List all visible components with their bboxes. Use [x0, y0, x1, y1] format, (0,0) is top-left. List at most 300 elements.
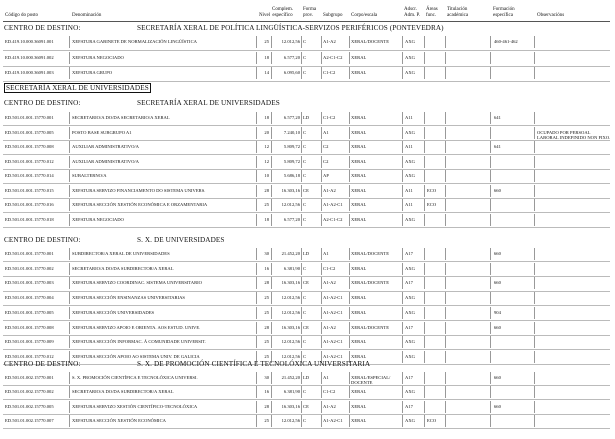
- column-separator: [490, 277, 491, 289]
- column-separator: [402, 170, 403, 182]
- column-separator: [490, 52, 491, 64]
- column-separator: [445, 36, 446, 48]
- column-separator: [424, 185, 425, 197]
- cell-subgrupo: A1-A2-C1: [323, 418, 343, 424]
- cell-subgrupo: C1-C2: [323, 70, 336, 76]
- cell-denominacion: XEFATURA SERVIZO COORDINAC. SISTEMA UNIVERSITARIO: [72, 280, 202, 286]
- column-separator: [424, 386, 425, 398]
- row-rule: [3, 276, 610, 277]
- column-separator: [321, 401, 322, 413]
- column-separator: [424, 199, 425, 211]
- cell-formacion: 641: [494, 144, 501, 149]
- column-separator: [402, 52, 403, 64]
- column-separator: [256, 156, 257, 168]
- cell-adscr: AXG: [405, 353, 415, 359]
- section-label: CENTRO DE DESTINO:: [4, 360, 81, 368]
- column-separator: [424, 351, 425, 363]
- column-separator: [445, 277, 446, 289]
- cell-complemento: 6.381,90: [283, 265, 300, 271]
- column-separator: [445, 141, 446, 153]
- cell-subgrupo: A1-A2: [323, 324, 336, 330]
- cell-areas: ECO: [427, 418, 437, 424]
- cell-forma: C: [303, 353, 307, 359]
- header-rule: [3, 21, 610, 22]
- cell-nivel: 16: [264, 265, 269, 271]
- header-complemento: Complem. específico: [272, 7, 293, 18]
- cell-adscr: A11: [405, 187, 413, 193]
- cell-forma: LD: [303, 115, 310, 120]
- column-separator: [69, 112, 70, 124]
- column-separator: [534, 322, 535, 334]
- cell-subgrupo: AP: [323, 173, 329, 178]
- column-separator: [424, 112, 425, 124]
- cell-formacion: 660: [494, 251, 501, 256]
- column-separator: [424, 52, 425, 64]
- cell-forma: C: [303, 265, 307, 271]
- column-separator: [534, 386, 535, 398]
- cell-corpo: XERAL: [351, 187, 367, 193]
- column-separator: [321, 322, 322, 334]
- column-separator: [69, 372, 70, 384]
- column-separator: [402, 67, 403, 79]
- column-separator: [301, 170, 302, 182]
- column-separator: [445, 52, 446, 64]
- column-separator: [445, 263, 446, 275]
- cell-subgrupo: A2-C1-C2: [323, 54, 343, 60]
- column-separator: [445, 67, 446, 79]
- column-separator: [424, 336, 425, 348]
- cell-subgrupo: C1-C2: [323, 115, 336, 120]
- cell-subgrupo: A1-A2-C1: [323, 202, 343, 207]
- cell-adscr: AXG: [405, 39, 415, 44]
- column-separator: [301, 322, 302, 334]
- column-separator: [69, 307, 70, 319]
- column-separator: [445, 214, 446, 226]
- cell-complemento: 12.012,56: [281, 353, 300, 359]
- table-row: [0, 142, 615, 154]
- cell-forma: C: [303, 173, 307, 178]
- column-separator: [321, 214, 322, 226]
- cell-areas: ECO: [427, 202, 437, 207]
- cell-adscr: A17: [405, 280, 413, 286]
- column-separator: [534, 112, 535, 124]
- column-separator: [256, 112, 257, 124]
- cell-formacion: 641: [494, 115, 501, 120]
- section-name: SECRETARÍA XERAL DE UNIVERSIDADES: [137, 99, 280, 107]
- column-separator: [256, 170, 257, 182]
- column-separator: [301, 307, 302, 319]
- header-corpo: Corpo/escala: [351, 13, 378, 18]
- column-separator: [490, 127, 491, 139]
- cell-corpo: XERAL: [351, 129, 367, 135]
- column-separator: [321, 336, 322, 348]
- column-separator: [301, 199, 302, 211]
- column-separator: [402, 199, 403, 211]
- column-separator: [424, 401, 425, 413]
- cell-complemento: 16.303,16: [281, 187, 300, 193]
- cell-forma: LD: [303, 375, 310, 380]
- cell-code: ED.501.01.001.15770.001: [5, 251, 54, 256]
- column-separator: [349, 415, 350, 427]
- column-separator: [301, 214, 302, 226]
- column-separator: [321, 386, 322, 398]
- column-separator: [349, 277, 350, 289]
- column-separator: [349, 336, 350, 348]
- header-forma: Forma prov.: [303, 7, 317, 18]
- column-separator: [349, 386, 350, 398]
- cell-complemento: 12.012,56: [281, 309, 300, 315]
- column-separator: [445, 386, 446, 398]
- header-formacion: Formación específica: [493, 7, 515, 18]
- cell-nivel: 18: [264, 216, 269, 222]
- cell-corpo: XERAL: [351, 295, 367, 301]
- column-separator: [256, 52, 257, 64]
- table-row: [0, 373, 615, 385]
- header-codigo: Código do posto: [5, 13, 39, 18]
- cell-denominacion: XEFATURA SECCIÓN XESTIÓN ECONÓMICA: [72, 418, 166, 424]
- cell-adscr: AXG: [405, 295, 415, 301]
- column-separator: [445, 351, 446, 363]
- cell-code: ED.419.10.000.36091.003: [5, 70, 54, 76]
- column-separator: [424, 263, 425, 275]
- column-separator: [402, 277, 403, 289]
- cell-forma: LD: [303, 251, 310, 256]
- cell-corpo: XERAL: [351, 216, 367, 222]
- column-separator: [402, 292, 403, 304]
- cell-corpo: XERAL: [351, 70, 367, 76]
- cell-subgrupo: A1-A2: [323, 280, 336, 286]
- cell-nivel: 28: [264, 403, 269, 409]
- cell-corpo: XERAL: [351, 309, 367, 315]
- cell-code: ED.501.01.001.15770.004: [5, 295, 54, 301]
- column-separator: [445, 170, 446, 182]
- cell-corpo: XERAL/ESPECIAL/ DOCENTE: [351, 375, 391, 386]
- column-separator: [402, 141, 403, 153]
- column-separator: [69, 52, 70, 64]
- cell-subgrupo: A1-A2: [323, 403, 336, 409]
- section-name: SECRETARÍA XERAL DE POLÍTICA LINGÜÍSTICA-SERVIZOS PERIFÉRICOS (PONTEVEDRA): [137, 24, 444, 32]
- cell-nivel: 10: [264, 173, 269, 178]
- column-separator: [301, 336, 302, 348]
- cell-subgrupo: A1-A2-C1: [323, 339, 343, 345]
- column-separator: [534, 214, 535, 226]
- cell-adscr: AXG: [405, 129, 415, 135]
- column-separator: [402, 36, 403, 48]
- cell-subgrupo: A1: [323, 375, 329, 380]
- cell-subgrupo: A1: [323, 129, 329, 135]
- cell-corpo: XERAL: [351, 173, 367, 178]
- column-separator: [321, 307, 322, 319]
- column-separator: [490, 248, 491, 260]
- column-separator: [534, 307, 535, 319]
- cell-forma: C: [303, 339, 307, 345]
- cell-complemento: 12.012,56: [281, 295, 300, 301]
- cell-corpo: XERAL: [351, 403, 367, 409]
- column-separator: [349, 52, 350, 64]
- table-row: [0, 337, 615, 349]
- cell-denominacion: SUBALTERNO/A: [72, 173, 107, 178]
- cell-nivel: 18: [264, 54, 269, 60]
- column-separator: [256, 386, 257, 398]
- column-separator: [424, 415, 425, 427]
- column-separator: [301, 277, 302, 289]
- row-rule: [3, 81, 610, 82]
- column-separator: [69, 263, 70, 275]
- cell-code: ED.501.01.001.15770.014: [5, 173, 54, 178]
- cell-complemento: 6.095,60: [283, 70, 300, 76]
- header-titulacion: Titulación académica: [447, 7, 469, 18]
- column-separator: [321, 263, 322, 275]
- column-separator: [301, 292, 302, 304]
- column-separator: [349, 307, 350, 319]
- row-rule: [3, 183, 610, 184]
- cell-forma: CE: [303, 187, 309, 193]
- column-separator: [534, 185, 535, 197]
- column-separator: [301, 263, 302, 275]
- column-separator: [256, 372, 257, 384]
- table-row: [0, 128, 615, 140]
- column-separator: [445, 292, 446, 304]
- column-separator: [490, 199, 491, 211]
- cell-code: ED.501.01.002.15770.007: [5, 418, 54, 424]
- table-row: [0, 171, 615, 183]
- cell-code: ED.501.01.001.15770.001: [5, 115, 54, 120]
- column-separator: [321, 170, 322, 182]
- cell-code: ED.419.10.000.36091.002: [5, 54, 54, 60]
- cell-adscr: A17: [405, 324, 413, 330]
- column-separator: [256, 292, 257, 304]
- header-areas: Áreas func.: [426, 7, 438, 18]
- header-nivel: Nivel: [259, 13, 271, 18]
- header-observacions: Observacións: [537, 13, 565, 18]
- cell-complemento: 16.303,16: [281, 324, 300, 330]
- cell-adscr: AXG: [405, 70, 415, 76]
- cell-nivel: 25: [264, 353, 269, 359]
- column-separator: [490, 401, 491, 413]
- column-separator: [349, 36, 350, 48]
- column-separator: [349, 112, 350, 124]
- column-separator: [256, 36, 257, 48]
- cell-corpo: XERAL: [351, 115, 367, 120]
- cell-forma: C: [303, 202, 307, 207]
- column-separator: [534, 277, 535, 289]
- cell-nivel: 25: [264, 39, 269, 44]
- cell-subgrupo: A1-A2-C1: [323, 309, 343, 315]
- column-separator: [402, 307, 403, 319]
- column-separator: [445, 372, 446, 384]
- section-label: CENTRO DE DESTINO:: [4, 99, 81, 107]
- column-separator: [490, 185, 491, 197]
- column-separator: [534, 263, 535, 275]
- column-separator: [424, 36, 425, 48]
- column-separator: [256, 277, 257, 289]
- table-row: [0, 416, 615, 428]
- cell-nivel: 14: [264, 70, 269, 76]
- column-separator: [402, 156, 403, 168]
- cell-code: ED.501.01.001.15770.008: [5, 324, 54, 330]
- cell-adscr: AXG: [405, 173, 415, 178]
- row-rule: [3, 385, 610, 386]
- cell-corpo: XERAL/DOCENTE: [351, 280, 390, 286]
- column-separator: [402, 185, 403, 197]
- cell-code: ED.501.01.002.15770.001: [5, 375, 54, 380]
- column-separator: [349, 372, 350, 384]
- cell-subgrupo: A1: [323, 251, 329, 256]
- cell-subgrupo: A1-A2-C1: [323, 353, 343, 359]
- cell-formacion: 660: [494, 187, 501, 193]
- column-separator: [349, 67, 350, 79]
- cell-complemento: 5.809,72: [283, 158, 300, 164]
- column-separator: [349, 248, 350, 260]
- cell-forma: CE: [303, 324, 309, 330]
- header-adscr: Adscr. Adm. P.: [404, 7, 420, 18]
- cell-formacion: 460-461-462: [494, 39, 518, 44]
- column-separator: [69, 386, 70, 398]
- column-separator: [445, 322, 446, 334]
- cell-code: ED.501.01.001.15770.008: [5, 144, 54, 149]
- column-separator: [424, 248, 425, 260]
- column-separator: [301, 401, 302, 413]
- cell-denominacion: XEFATURA GABINETE DE NORMALIZACIÓN LINGÜÍSTICA: [72, 39, 197, 44]
- column-separator: [445, 401, 446, 413]
- column-separator: [349, 401, 350, 413]
- cell-denominacion: SECRETARIO/A DO/DA SUBDIRECTOR/A XERAL: [72, 265, 174, 271]
- column-separator: [69, 141, 70, 153]
- cell-forma: C: [303, 54, 307, 60]
- cell-denominacion: AUXILIAR ADMINISTRATIVO/A: [72, 158, 139, 164]
- column-separator: [490, 141, 491, 153]
- column-separator: [256, 307, 257, 319]
- cell-complemento: 6.577,20: [283, 115, 300, 120]
- cell-nivel: 18: [264, 115, 269, 120]
- cell-corpo: XERAL/DOCENTE: [351, 251, 390, 256]
- cell-nivel: 12: [264, 158, 269, 164]
- column-separator: [402, 322, 403, 334]
- cell-nivel: 16: [264, 389, 269, 395]
- column-separator: [321, 141, 322, 153]
- column-separator: [69, 185, 70, 197]
- cell-complemento: 5.809,72: [283, 144, 300, 149]
- column-separator: [301, 248, 302, 260]
- column-separator: [256, 263, 257, 275]
- column-separator: [534, 415, 535, 427]
- row-rule: [3, 335, 610, 336]
- column-separator: [256, 415, 257, 427]
- column-separator: [534, 292, 535, 304]
- cell-code: ED.501.01.002.15770.005: [5, 403, 54, 409]
- table-row: [0, 215, 615, 227]
- column-separator: [301, 52, 302, 64]
- cell-code: ED.501.01.001.15770.012: [5, 158, 54, 164]
- cell-denominacion: XEFATURA SERVIZO APOIO E ORIENTA. AOS ESTUD. UNIVE.: [72, 324, 201, 330]
- cell-formacion: 660: [494, 280, 501, 286]
- column-separator: [349, 292, 350, 304]
- table-row: [0, 186, 615, 198]
- table-row: [0, 157, 615, 169]
- column-separator: [321, 112, 322, 124]
- column-separator: [301, 36, 302, 48]
- row-rule: [3, 291, 610, 292]
- cell-adscr: A11: [405, 144, 413, 149]
- column-separator: [424, 277, 425, 289]
- column-separator: [534, 336, 535, 348]
- column-separator: [69, 127, 70, 139]
- cell-denominacion: XEFATURA GRUPO: [72, 70, 113, 76]
- cell-subgrupo: C2: [323, 158, 329, 164]
- column-separator: [534, 401, 535, 413]
- cell-nivel: 28: [264, 280, 269, 286]
- row-rule: [3, 349, 610, 350]
- column-separator: [256, 336, 257, 348]
- cell-nivel: 28: [264, 187, 269, 193]
- column-separator: [301, 112, 302, 124]
- column-separator: [69, 415, 70, 427]
- cell-complemento: 12.012,56: [281, 202, 300, 207]
- row-rule: [3, 154, 610, 155]
- cell-adscr: AXG: [405, 309, 415, 315]
- cell-subgrupo: C2: [323, 144, 329, 149]
- table-row: [0, 323, 615, 335]
- column-separator: [402, 351, 403, 363]
- column-separator: [424, 141, 425, 153]
- cell-nivel: 25: [264, 309, 269, 315]
- column-separator: [534, 156, 535, 168]
- cell-adscr: A11: [405, 115, 413, 120]
- column-separator: [301, 127, 302, 139]
- column-separator: [349, 199, 350, 211]
- cell-corpo: XERAL: [351, 418, 367, 424]
- cell-nivel: 12: [264, 144, 269, 149]
- table-row: [0, 200, 615, 212]
- cell-subgrupo: A1-A2: [323, 39, 336, 44]
- column-separator: [321, 52, 322, 64]
- cell-denominacion: XEFATURA SECCIÓN UNIVERSIDADES: [72, 309, 155, 315]
- cell-adscr: AXG: [405, 158, 415, 164]
- row-rule: [3, 227, 610, 228]
- section-name: S. X. DE PROMOCIÓN CIENTÍFICA E TECNOLÓXICA UNIVERSITARIA: [137, 360, 371, 368]
- column-separator: [69, 292, 70, 304]
- column-separator: [490, 322, 491, 334]
- cell-denominacion: XEFATURA SECCIÓN INFORMAC. Á COMUNIDADE UNIVERSIT.: [72, 339, 206, 345]
- cell-code: ED.501.01.001.15770.005: [5, 129, 54, 135]
- cell-complemento: 16.303,16: [281, 280, 300, 286]
- column-separator: [349, 170, 350, 182]
- cell-adscr: AXG: [405, 265, 415, 271]
- cell-denominacion: XEFATURA NEGOCIADO: [72, 54, 124, 60]
- cell-corpo: XERAL: [351, 158, 367, 164]
- column-separator: [424, 214, 425, 226]
- table-row: [0, 278, 615, 290]
- cell-nivel: 28: [264, 324, 269, 330]
- column-separator: [349, 214, 350, 226]
- column-separator: [301, 67, 302, 79]
- column-separator: [490, 263, 491, 275]
- column-separator: [69, 277, 70, 289]
- row-rule: [3, 399, 610, 400]
- column-separator: [490, 214, 491, 226]
- column-separator: [69, 67, 70, 79]
- column-separator: [301, 156, 302, 168]
- cell-corpo: XERAL/DOCENTE: [351, 324, 390, 330]
- header-denominacion: Denominación: [72, 13, 102, 18]
- cell-nivel: 25: [264, 418, 269, 424]
- column-separator: [424, 322, 425, 334]
- column-separator: [321, 277, 322, 289]
- cell-complemento: 6.381,90: [283, 389, 300, 395]
- column-separator: [402, 372, 403, 384]
- row-rule: [3, 212, 610, 213]
- column-separator: [402, 415, 403, 427]
